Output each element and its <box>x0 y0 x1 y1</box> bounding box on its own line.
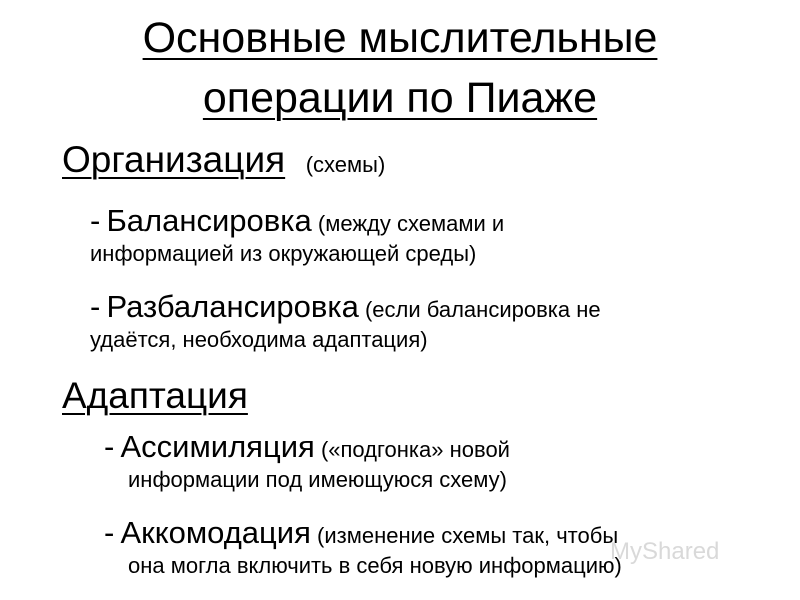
list-item-dash: - <box>90 289 101 324</box>
list-item-dash: - <box>90 203 101 238</box>
slide-title-line-2: операции по Пиаже <box>202 74 598 122</box>
list-item-desc-line-1: («подгонка» новой <box>320 437 510 462</box>
watermark <box>610 538 719 566</box>
adaptation-heading-label: Адаптация <box>62 375 248 416</box>
list-item-desc-line-2: она могла включить в себя новую информацию) <box>128 553 622 578</box>
list-item-desc-line-2: информации под имеющуюся схему) <box>128 467 507 492</box>
list-item-term: Разбалансировка <box>106 289 359 324</box>
list-item-desc-line-2: информацией из окружающей среды) <box>90 241 477 266</box>
list-item-dash: - <box>104 429 115 464</box>
list-item-dash: - <box>104 515 115 550</box>
list-item-assimilation <box>104 429 510 495</box>
list-item-desc-line-1: (изменение схемы так, чтобы <box>317 523 619 548</box>
list-item-disbalancing <box>90 289 601 355</box>
slide-title-line-1: Основные мыслительные <box>142 14 658 62</box>
list-item-accommodation <box>104 515 622 581</box>
list-item-balancing <box>90 203 505 269</box>
list-item-desc-line-1: (если балансировка не <box>364 297 601 322</box>
organization-heading-note: (схемы) <box>305 152 386 177</box>
list-item-term: Балансировка <box>106 203 312 238</box>
adaptation-heading <box>62 374 248 418</box>
organization-heading <box>62 138 385 187</box>
slide-title <box>0 8 800 128</box>
list-item-desc-line-1: (между схемами и <box>317 211 505 236</box>
list-item-term: Аккомодация <box>120 515 311 550</box>
list-item-desc-line-2: удаётся, необходима адаптация) <box>90 327 428 352</box>
organization-heading-label: Организация <box>62 139 286 180</box>
list-item-term: Ассимиляция <box>120 429 315 464</box>
watermark-text: MyShared <box>610 538 720 565</box>
